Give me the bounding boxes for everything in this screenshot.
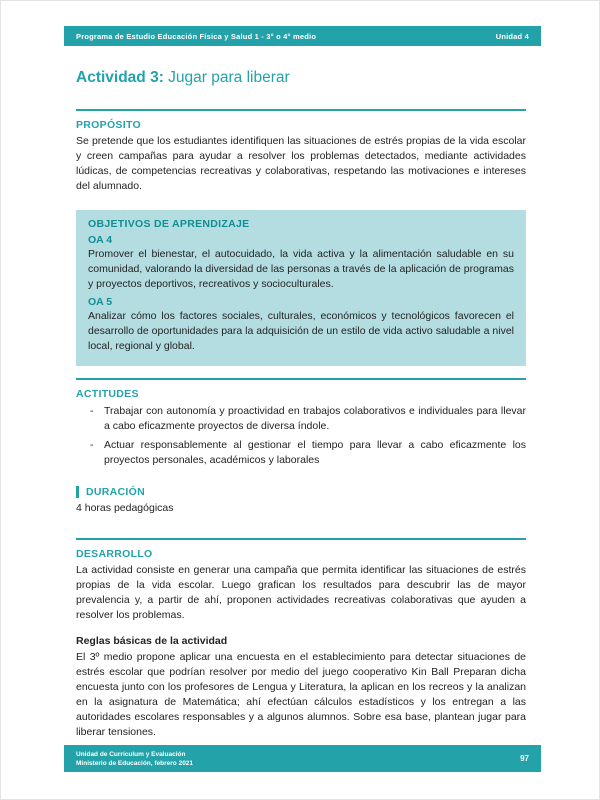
footer-ministry-line: Ministerio de Educación, febrero 2021	[76, 759, 194, 767]
page-content	[76, 63, 526, 740]
page-number: 97	[520, 754, 529, 763]
actitudes-item-text: Actuar responsablemente al gestionar el tiempo para llevar a cabo eficazmente los proyectos personales, académicos y laborales	[104, 439, 526, 466]
activity-title	[76, 69, 526, 87]
desarrollo-body: La actividad consiste en generar una campaña que permita identificar las situaciones de estrés propias de la vida escolar. Luego grafican los resultados para descubrir las de mayor prevalencia y, a partir de ahí, proponen actividades recreativas colaborativas que ayuden a resolver los problemas.	[76, 564, 526, 621]
actitudes-item	[76, 438, 526, 468]
bullet-dash: -	[90, 439, 94, 451]
divider-proposito	[76, 109, 526, 111]
objetivos-box	[76, 210, 526, 366]
footer-credits	[76, 751, 193, 767]
oa4-text: Promover el bienestar, el autocuidado, la vida activa y la alimentación saludable en su comunidad, valorando la diversidad de las personas a través de la aplicación de programas y proyectos deportivos, recreativos y socioculturales.	[88, 248, 514, 290]
page-header-bar	[64, 26, 541, 46]
actitudes-heading: ACTITUDES	[76, 388, 139, 400]
oa5-text: Analizar cómo los factores sociales, culturales, económicos y tecnológicos favorecen el desarrollo de oportunidades para la adquisición de un estilo de vida activo saludable a nivel local, regional y global.	[88, 310, 514, 352]
proposito-body: Se pretende que los estudiantes identifiquen las situaciones de estrés propias de la vida escolar y creen campañas para ayudar a resolver los problemas detectados, mediante actividades lúdicas, de competencias recreativas y colaborativas, respetando las motivaciones e intereses del alumnado.	[76, 135, 526, 192]
activity-title-name: Jugar para liberar	[163, 69, 290, 86]
activity-title-number: Actividad 3:	[76, 69, 164, 86]
actitudes-item	[76, 404, 526, 434]
divider-desarrollo	[76, 538, 526, 540]
desarrollo-heading: DESARROLLO	[76, 548, 153, 560]
oa4-code: OA 4	[88, 234, 113, 246]
actitudes-item-text: Trabajar con autonomía y proactividad en trabajos colaborativos e individuales para llevar a cabo eficazmente proyectos de diversa índole.	[104, 405, 526, 432]
bullet-dash: -	[90, 405, 94, 417]
reglas-subheading: Reglas básicas de la actividad	[76, 635, 228, 647]
reglas-body: El 3º medio propone aplicar una encuesta en el establecimiento para detectar situaciones de estrés escolar que podrían resolver por medio del juego cooperativo Kin Ball Preparan dicha encuesta junto con los profesores de Lengua y Literatura, la aplican en los recreos y la analizan en la asignatura de Matemática; ahí efectúan cálculos estadísticos y los entregan a las autoridades escolares responsables y a algunos alumnos. Sobre esa base, plantean jugar para liberar tensiones.	[76, 651, 526, 738]
objetivos-heading: OBJETIVOS DE APRENDIZAJE	[88, 218, 250, 230]
header-unit-label: Unidad 4	[495, 31, 529, 41]
oa5-code: OA 5	[88, 296, 113, 308]
duracion-body: 4 horas pedagógicas	[76, 502, 174, 514]
page-footer-bar	[64, 745, 541, 772]
header-program-title: Programa de Estudio Educación Física y Salud 1 - 3° o 4° medio	[76, 31, 317, 41]
divider-actitudes	[76, 378, 526, 380]
proposito-heading: PROPÓSITO	[76, 119, 141, 131]
duracion-heading: DURACIÓN	[76, 486, 526, 498]
footer-unit-line: Unidad de Currículum y Evaluación	[76, 750, 186, 758]
